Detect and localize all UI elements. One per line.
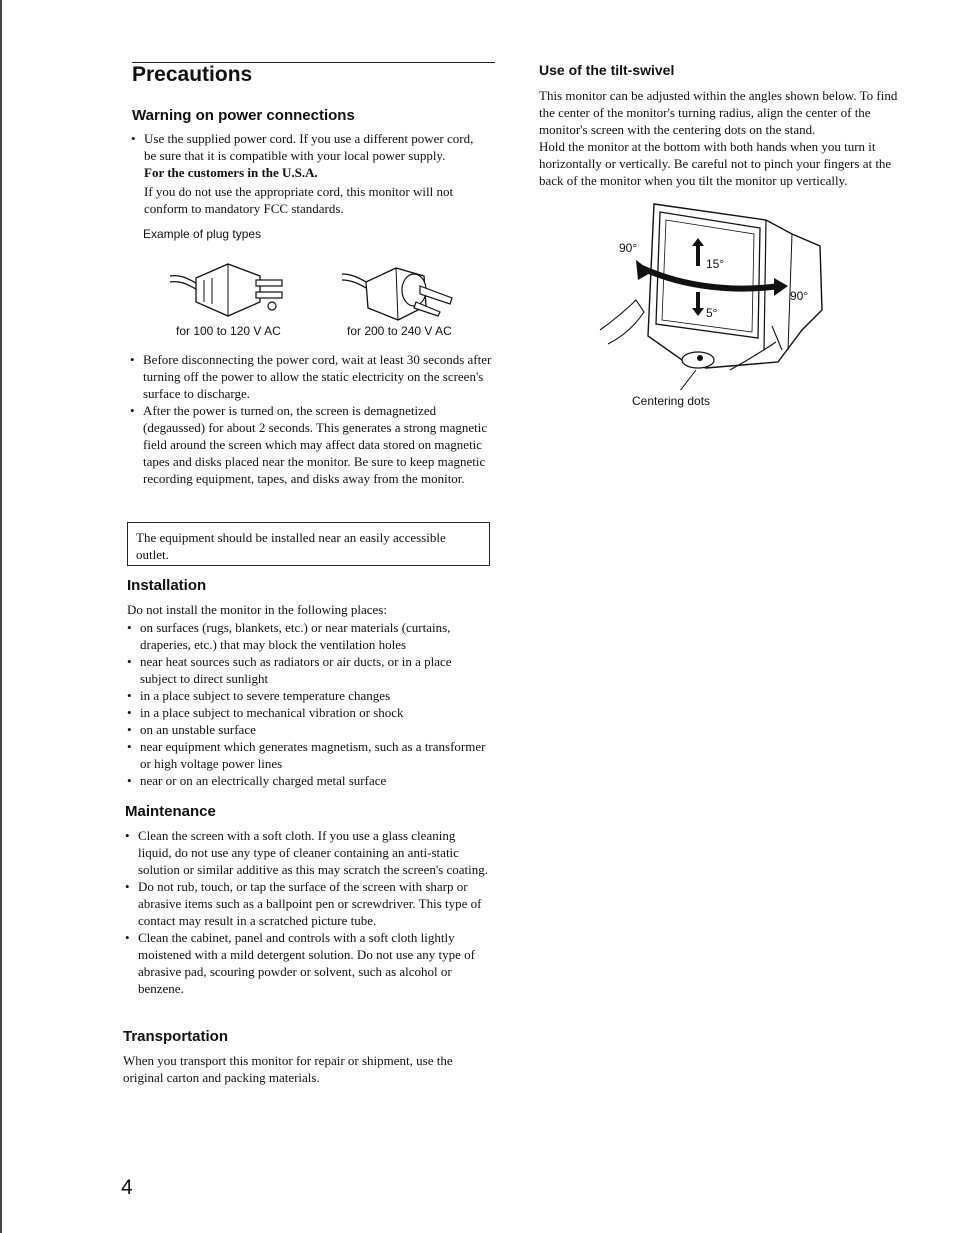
list-item: • in a place subject to severe temperature changes	[127, 687, 489, 704]
page-number: 4	[121, 1176, 133, 1199]
centering-dots-caption: Centering dots	[632, 394, 711, 408]
plug-b-caption: for 200 to 240 V AC	[347, 324, 452, 338]
warning-list-2	[130, 351, 492, 487]
transportation-text: When you transport this monitor for repair or shipment, use the original carton and packing materials.	[123, 1053, 453, 1085]
eu-plug-illustration	[340, 262, 460, 324]
note-box	[127, 522, 490, 566]
angle-up-label: 15°	[706, 257, 725, 271]
fcc-paragraph: If you do not use the appropriate cord, this monitor will not conform to mandatory FCC standards.	[144, 184, 454, 216]
warning-heading: Warning on power connections	[132, 107, 355, 124]
page-title: Precautions	[132, 63, 253, 86]
tilt-paragraph-2: Hold the monitor at the bottom with both hands when you turn it horizontally or vertically. Be careful not to pinch your fingers at the back of the monitor when you tilt the monitor up vertically.	[539, 139, 892, 188]
note-text: The equipment should be installed near an easily accessible outlet.	[136, 530, 446, 562]
list-item: • near heat sources such as radiators or air ducts, or in a place subject to direct sunlight	[127, 653, 489, 687]
page-edge-line	[0, 0, 2, 1233]
plug-a-caption: for 100 to 120 V AC	[176, 324, 281, 338]
us-plug-illustration	[168, 258, 288, 320]
list-item: • near equipment which generates magnetism, such as a transformer or high voltage power lines	[127, 738, 489, 772]
list-item: • Clean the cabinet, panel and controls with a soft cloth lightly moistened with a mild detergent solution. Do not use any type of abrasive pad, scouring powder or solvent, such as alcohol or benzene.	[125, 929, 490, 997]
list-item: • After the power is turned on, the screen is demagnetized (degaussed) for about 2 seconds. This generates a strong magnetic field around the screen which may affect data stored on magnetic tapes and disks placed near the monitor. Be sure to keep magnetic recording equipment, tapes, and disks away from the monitor.	[130, 402, 492, 487]
tilt-heading: Use of the tilt-swivel	[539, 62, 675, 78]
warning-list-1	[131, 130, 481, 164]
list-item: • Do not rub, touch, or tap the surface of the screen with sharp or abrasive items such as a ballpoint pen or screwdriver. This type of contact may result in a scratched picture tube.	[125, 878, 490, 929]
installation-intro: Do not install the monitor in the following places:	[127, 602, 387, 617]
usa-label: For the customers in the U.S.A.	[144, 165, 318, 180]
tilt-paragraph-1: This monitor can be adjusted within the angles shown below. To find the center of the monitor's turning radius, align the center of the monitor's screen with the centering dots on the stand.	[539, 88, 898, 137]
maintenance-list	[125, 827, 490, 997]
list-item: • on an unstable surface	[127, 721, 489, 738]
transportation-heading: Transportation	[123, 1028, 229, 1045]
list-item: • near or on an electrically charged metal surface	[127, 772, 489, 789]
angle-left-label: 90°	[619, 241, 638, 255]
plug-types-label: Example of plug types	[143, 227, 262, 241]
list-item: • Clean the screen with a soft cloth. If you use a glass cleaning liquid, do not use any type of cleaner containing an anti-static solution or similar additive as this may scratch the screen's coating.	[125, 827, 490, 878]
installation-list	[127, 619, 489, 789]
list-item: • Use the supplied power cord. If you use a different power cord, be sure that it is compatible with your local power supply.	[131, 130, 481, 164]
list-item: • Before disconnecting the power cord, wait at least 30 seconds after turning off the power to allow the static electricity on the screen's surface to discharge.	[130, 351, 492, 402]
installation-heading: Installation	[127, 577, 207, 594]
maintenance-heading: Maintenance	[125, 803, 216, 820]
angle-down-label: 5°	[706, 306, 718, 320]
angle-right-label: 90°	[790, 289, 809, 303]
list-item: • in a place subject to mechanical vibration or shock	[127, 704, 489, 721]
list-item: • on surfaces (rugs, blankets, etc.) or near materials (curtains, draperies, etc.) that may block the ventilation holes	[127, 619, 489, 653]
